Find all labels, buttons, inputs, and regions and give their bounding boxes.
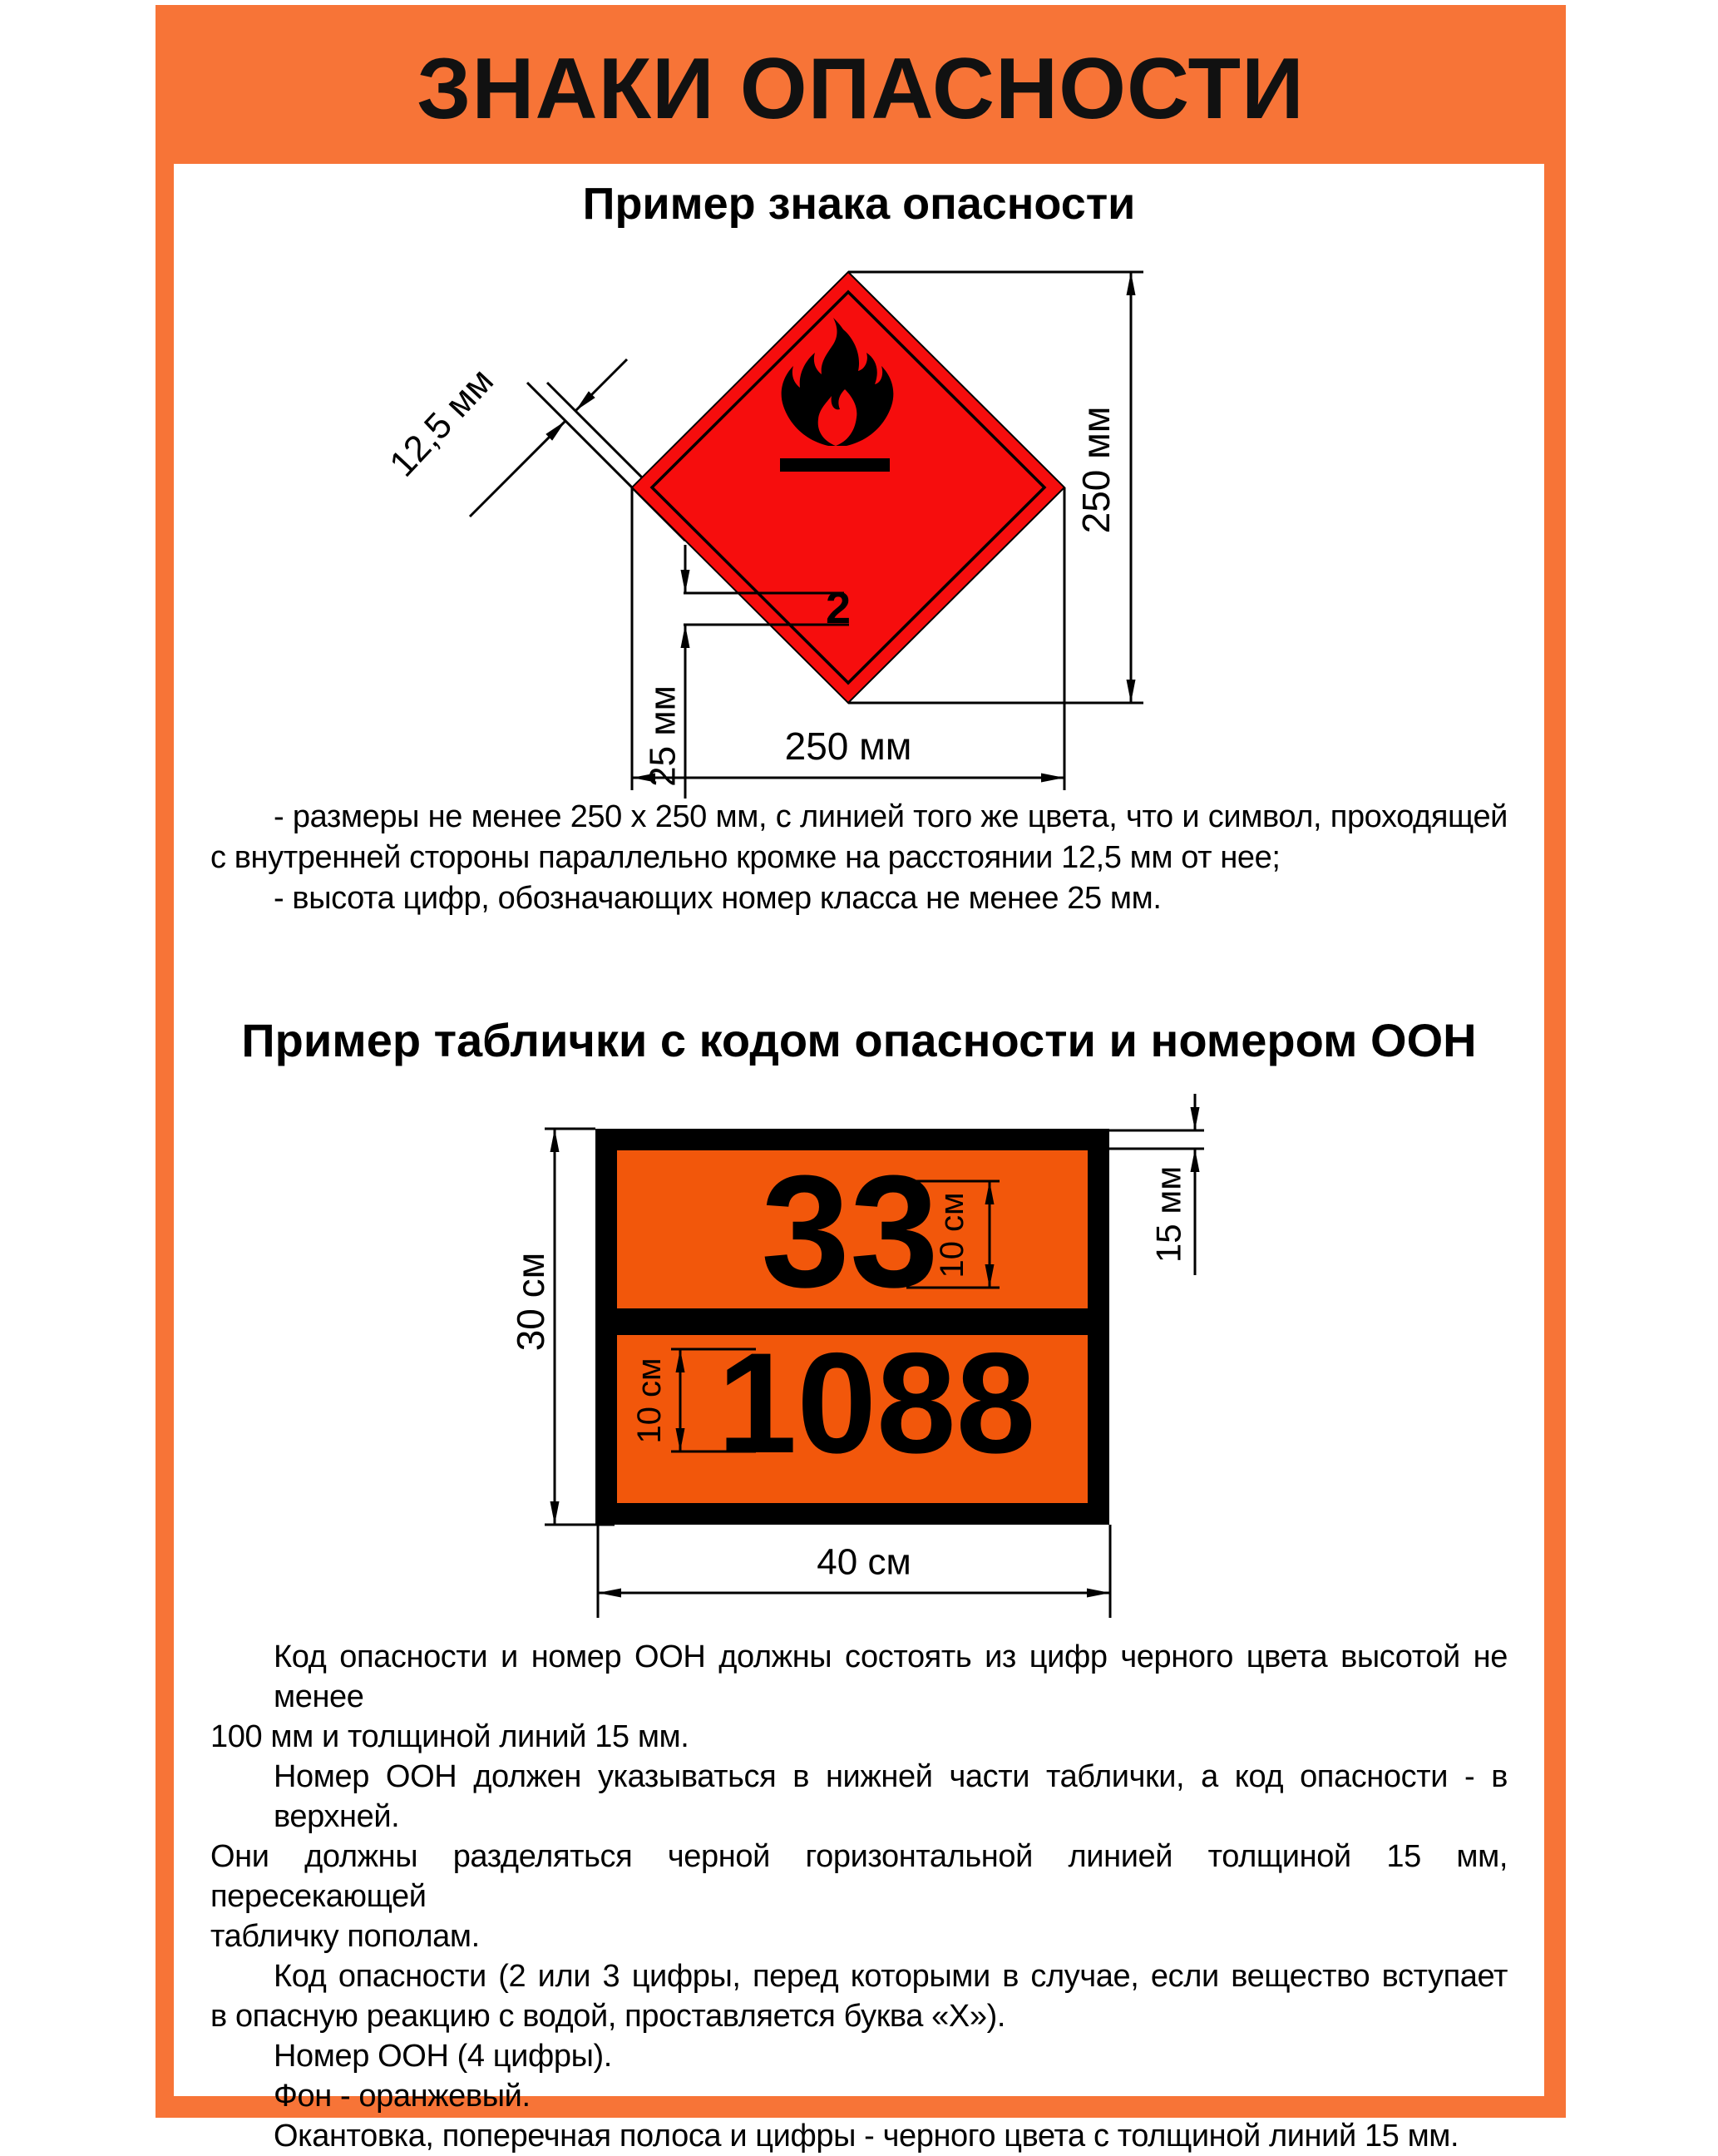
hazard-code-number: 33 bbox=[761, 1141, 939, 1321]
text-line: табличку пополам. bbox=[210, 1919, 480, 1954]
dim-label-inset: 12,5 мм bbox=[382, 360, 501, 485]
text-line: Номер ООН должен указываться в нижней части таблички, а код опасности - в верхней. bbox=[274, 1759, 1508, 1834]
text-line: Фон - оранжевый. bbox=[274, 2079, 531, 2114]
dim-label-height: 250 мм bbox=[1074, 406, 1118, 534]
dim-arrow bbox=[575, 359, 627, 411]
un-number: 1088 bbox=[717, 1323, 1036, 1483]
text-line: с внутренней стороны параллельно кромке на расстоянии 12,5 мм от нее; bbox=[210, 840, 1281, 875]
text-line: - высота цифр, обозначающих номер класса не менее 25 мм. bbox=[274, 881, 1162, 916]
text-line: Номер ООН (4 цифры). bbox=[274, 2039, 612, 2074]
text-line: 100 мм и толщиной линий 15 мм. bbox=[210, 1719, 689, 1754]
un-plate-diagram bbox=[174, 1081, 1544, 1630]
dim-label-un-height: 10 см bbox=[631, 1357, 668, 1444]
page-title: ЗНАКИ ОПАСНОСТИ bbox=[417, 41, 1305, 137]
text-line: Окантовка, поперечная полоса и цифры - черного цвета с толщиной линий 15 мм. bbox=[274, 2119, 1459, 2154]
text-line: Они должны разделяться черной горизонтальной линией толщиной 15 мм, пересекающей bbox=[210, 1839, 1508, 1914]
text-line: в опасную реакцию с водой, проставляется буква «Х»). bbox=[210, 1999, 1006, 2034]
dim-label-plate-height: 30 см bbox=[509, 1252, 552, 1352]
class-number: 2 bbox=[825, 583, 852, 633]
text-line: Код опасности и номер ООН должны состоять из цифр черного цвета высотой не менее bbox=[274, 1639, 1508, 1714]
hazard-label-diagram bbox=[174, 250, 1544, 807]
dim-arrow bbox=[470, 421, 565, 517]
section1-heading: Пример знака опасности bbox=[582, 179, 1136, 229]
section2-heading: Пример таблички с кодом опасности и номером ООН bbox=[241, 1014, 1477, 1066]
flame-base-bar bbox=[780, 458, 890, 472]
section2-text bbox=[210, 1637, 1508, 2156]
dim-label-digit-height: 25 мм bbox=[642, 685, 684, 787]
text-line: - размеры не менее 250 х 250 мм, с линией того же цвета, что и символ, проходящей bbox=[274, 799, 1508, 834]
section1-text bbox=[210, 797, 1508, 919]
dim-label-border: 15 мм bbox=[1148, 1165, 1188, 1263]
dim-label-width: 250 мм bbox=[784, 724, 912, 768]
dim-label-plate-width: 40 см bbox=[817, 1541, 911, 1583]
text-line: Код опасности (2 или 3 цифры, перед которыми в случае, если вещество вступает bbox=[274, 1959, 1508, 1994]
dim-label-code-height: 10 см bbox=[934, 1192, 970, 1278]
